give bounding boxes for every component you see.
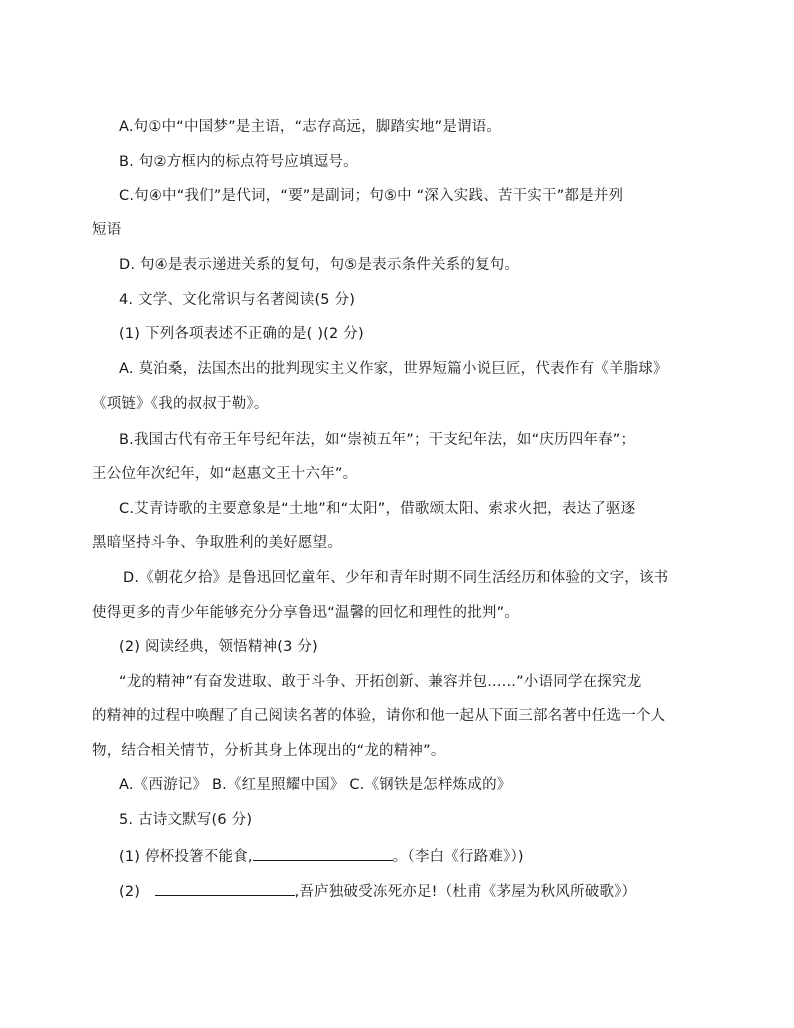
q5-item1 [119,845,524,867]
q5-item2-prefix: (2) [119,884,141,900]
q4-option-a-line1: A. 莫泊桑，法国杰出的批判现实主义作家，世界短篇小说巨匠，代表作有《羊脂球》 [119,361,668,377]
q4-sub2-paragraph-line2: 的精神的过程中唤醒了自己阅读名著的体验，请你和他一起从下面三部名著中任选一个人 [92,708,666,724]
q4-option-d-line2: 使得更多的青少年能够充分分享鲁迅“温馨的回忆和理性的批判”。 [92,605,520,621]
q5-item1-blank[interactable] [253,845,393,861]
q4-sub2-paragraph-line1: “龙的精神”有奋发进取、敢于斗争、开拓创新、兼容并包......”小语同学在探究龙 [119,674,642,690]
q5-item1-prefix: (1) 停杯投箸不能食, [119,849,253,865]
q3-option-b: B. 句②方框内的标点符号应填逗号。 [119,154,358,170]
q5-item2-blank[interactable] [155,880,295,896]
q4-option-b-line1: B.我国古代有帝王年号纪年法，如“崇祯五年”；干支纪年法，如“庆历四年春”； [119,432,636,448]
q4-sub2-paragraph-line3: 物，结合相关情节，分析其身上体现出的“龙的精神”。 [92,743,446,759]
q4-option-a-line2: 《项链》《我的叔叔于勒》。 [92,396,269,412]
q5-title: 5. 古诗文默写(6 分) [119,812,253,828]
q3-option-d: D. 句④是表示递进关系的复句，句⑤是表示条件关系的复句。 [119,257,520,273]
q3-option-c-line2: 短语 [92,222,122,238]
q4-sub1-title: (1) 下列各项表述不正确的是( )(2 分) [119,326,364,342]
q5-item2-suffix: ,吾庐独破受冻死亦足!（杜甫《茅屋为秋风所破歌》） [294,884,637,900]
q4-book-options: A.《西游记》 B.《红星照耀中国》 C.《钢铁是怎样炼成的》 [119,777,512,793]
q4-sub2-title: (2) 阅读经典，领悟精神(3 分) [119,639,318,655]
q3-option-a: A.句①中“中国梦”是主语，“志存高远，脚踏实地”是谓语。 [119,119,502,135]
q3-option-c-line1: C.句④中“我们”是代词，“要”是副词；句⑤中 “深入实践、苦干实干”都是并列 [119,188,624,204]
q4-option-d-line1: D.《朝花夕拾》是鲁迅回忆童年、少年和青年时期不同生活经历和体验的文字，该书 [123,570,669,586]
q4-option-b-line2: 王公位年次纪年，如“赵惠文王十六年”。 [92,466,358,482]
q4-title: 4. 文学、文化常识与名著阅读(5 分) [119,292,356,308]
q5-item1-suffix: 。（李白《行路难》）) [392,849,524,865]
q5-item2 [119,880,636,902]
q4-option-c-line1: C.艾青诗歌的主要意象是“土地”和“太阳”，借歌颂太阳、索求火把，表达了驱逐 [119,501,636,517]
q4-option-c-line2: 黑暗坚持斗争、争取胜利的美好愿望。 [92,535,342,551]
